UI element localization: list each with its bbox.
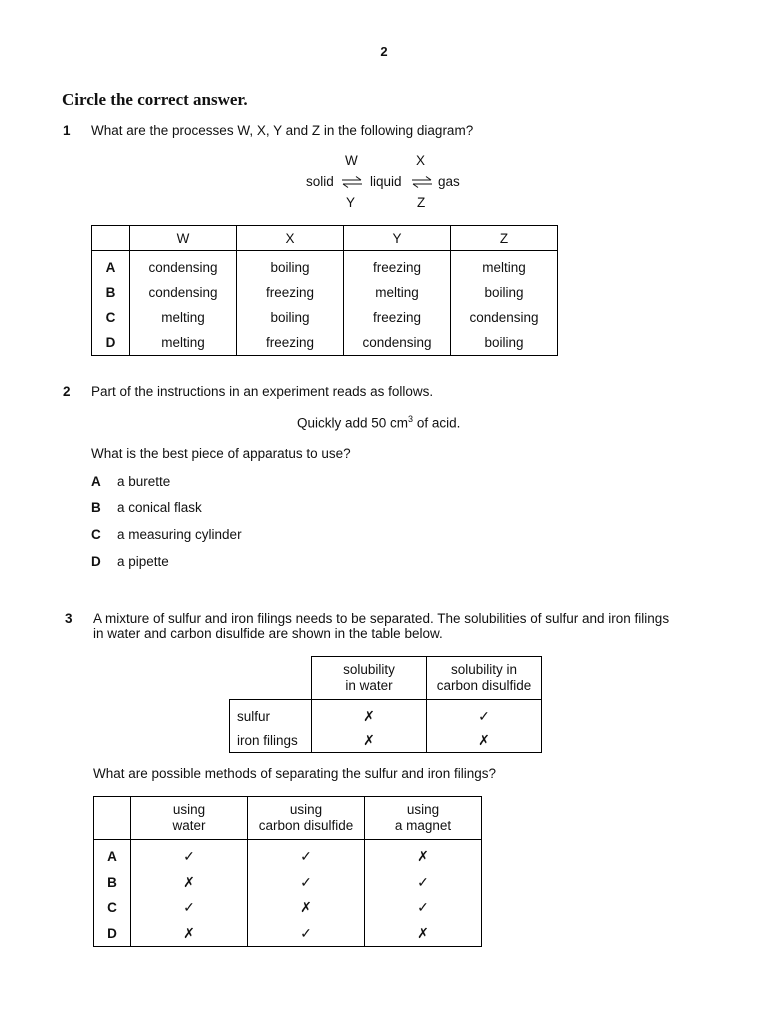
- option-letter: B: [105, 285, 116, 300]
- table-cell: ✓: [248, 840, 365, 870]
- option-letter: A: [105, 260, 116, 275]
- question-3-prompt: What are possible methods of separating the sulfur and iron filings?: [93, 766, 496, 781]
- diagram-solid: solid: [306, 174, 334, 189]
- table-cell: ✓: [248, 921, 365, 947]
- option-letter: C: [105, 310, 116, 325]
- table-cell: ✗: [131, 921, 248, 947]
- diagram-label-z: Z: [417, 195, 426, 210]
- option-letter: B: [107, 874, 117, 890]
- table-row: [92, 280, 558, 305]
- question-3-text-line-1: A mixture of sulfur and iron filings needs to be separated. The solubilities of sulfur and iron filings: [93, 611, 670, 626]
- question-1-text: What are the processes W, X, Y and Z in the following diagram?: [91, 123, 474, 138]
- table-cell: ✗: [365, 840, 482, 870]
- table-cell: ✓: [131, 895, 248, 921]
- table-header: W: [130, 226, 237, 251]
- option-letter: D: [91, 554, 101, 569]
- table-cell: boiling: [451, 330, 558, 356]
- table-row: [94, 840, 482, 870]
- table-cell: condensing: [344, 330, 451, 356]
- table-cell: ✗: [312, 700, 427, 729]
- table-cell: ✗: [427, 728, 542, 753]
- instructions-heading: Circle the correct answer.: [62, 90, 248, 109]
- option-text: a conical flask: [117, 500, 202, 515]
- table-cell: freezing: [344, 251, 451, 281]
- equilibrium-arrow-icon: [341, 176, 363, 188]
- table-header: using a magnet: [365, 797, 482, 840]
- option-letter: A: [91, 474, 101, 489]
- table-row: [94, 870, 482, 896]
- diagram-liquid: liquid: [370, 174, 402, 189]
- option-letter: B: [91, 500, 101, 515]
- table-cell: ✗: [312, 728, 427, 753]
- option-letter: D: [107, 925, 117, 941]
- table-cell: boiling: [451, 280, 558, 305]
- question-3-answer-table: [93, 796, 482, 947]
- table-cell: melting: [451, 251, 558, 281]
- table-cell: melting: [344, 280, 451, 305]
- table-cell: ✓: [427, 700, 542, 729]
- option-text: a burette: [117, 474, 171, 489]
- table-row: [92, 251, 558, 281]
- table-row: [92, 305, 558, 330]
- table-cell: condensing: [130, 251, 237, 281]
- equilibrium-arrow-icon: [411, 176, 433, 188]
- option-letter: C: [91, 527, 101, 542]
- table-row: [230, 728, 542, 753]
- table-header: Z: [451, 226, 558, 251]
- table-cell: freezing: [237, 330, 344, 356]
- question-2-prompt: What is the best piece of apparatus to use?: [91, 446, 351, 461]
- question-3-number: 3: [65, 611, 73, 626]
- table-cell: boiling: [237, 305, 344, 330]
- table-row: [92, 330, 558, 356]
- table-header: using carbon disulfide: [248, 797, 365, 840]
- diagram-label-w: W: [345, 153, 358, 168]
- table-cell: ✗: [365, 921, 482, 947]
- diagram-label-x: X: [416, 153, 426, 168]
- table-cell: ✓: [365, 895, 482, 921]
- table-cell: ✗: [248, 895, 365, 921]
- option-text: a pipette: [117, 554, 169, 569]
- table-header: Y: [344, 226, 451, 251]
- table-row: [230, 700, 542, 729]
- row-label: sulfur: [230, 700, 312, 729]
- table-header: X: [237, 226, 344, 251]
- table-cell: melting: [130, 330, 237, 356]
- question-2-text: Part of the instructions in an experiment reads as follows.: [91, 384, 434, 399]
- table-header: solubility in water: [312, 657, 427, 700]
- question-1-number: 1: [63, 123, 71, 138]
- table-cell: ✓: [131, 840, 248, 870]
- option-letter: D: [105, 335, 116, 350]
- table-cell: condensing: [451, 305, 558, 330]
- diagram-gas: gas: [438, 174, 460, 189]
- table-cell: ✓: [248, 870, 365, 896]
- table-cell: freezing: [344, 305, 451, 330]
- table-row: [94, 921, 482, 947]
- solubility-table: [229, 656, 542, 753]
- table-cell: melting: [130, 305, 237, 330]
- table-cell: boiling: [237, 251, 344, 281]
- table-cell: ✗: [131, 870, 248, 896]
- table-header: using water: [131, 797, 248, 840]
- option-text: a measuring cylinder: [117, 527, 242, 542]
- option-letter: C: [107, 900, 117, 916]
- table-header: solubility in carbon disulfide: [427, 657, 542, 700]
- question-1-answer-table: [91, 225, 558, 356]
- table-row: [94, 895, 482, 921]
- table-cell: freezing: [237, 280, 344, 305]
- row-label: iron filings: [230, 728, 312, 753]
- instruction-quote: Quickly add 50 $cm^3$ of acid.: [297, 414, 461, 431]
- page-number: 2: [380, 44, 388, 59]
- diagram-label-y: Y: [346, 195, 356, 210]
- question-3-text-line-2: in water and carbon disulfide are shown in the table below.: [93, 626, 443, 641]
- option-letter: A: [107, 849, 117, 865]
- table-cell: condensing: [130, 280, 237, 305]
- table-cell: ✓: [365, 870, 482, 896]
- question-2-number: 2: [63, 384, 71, 399]
